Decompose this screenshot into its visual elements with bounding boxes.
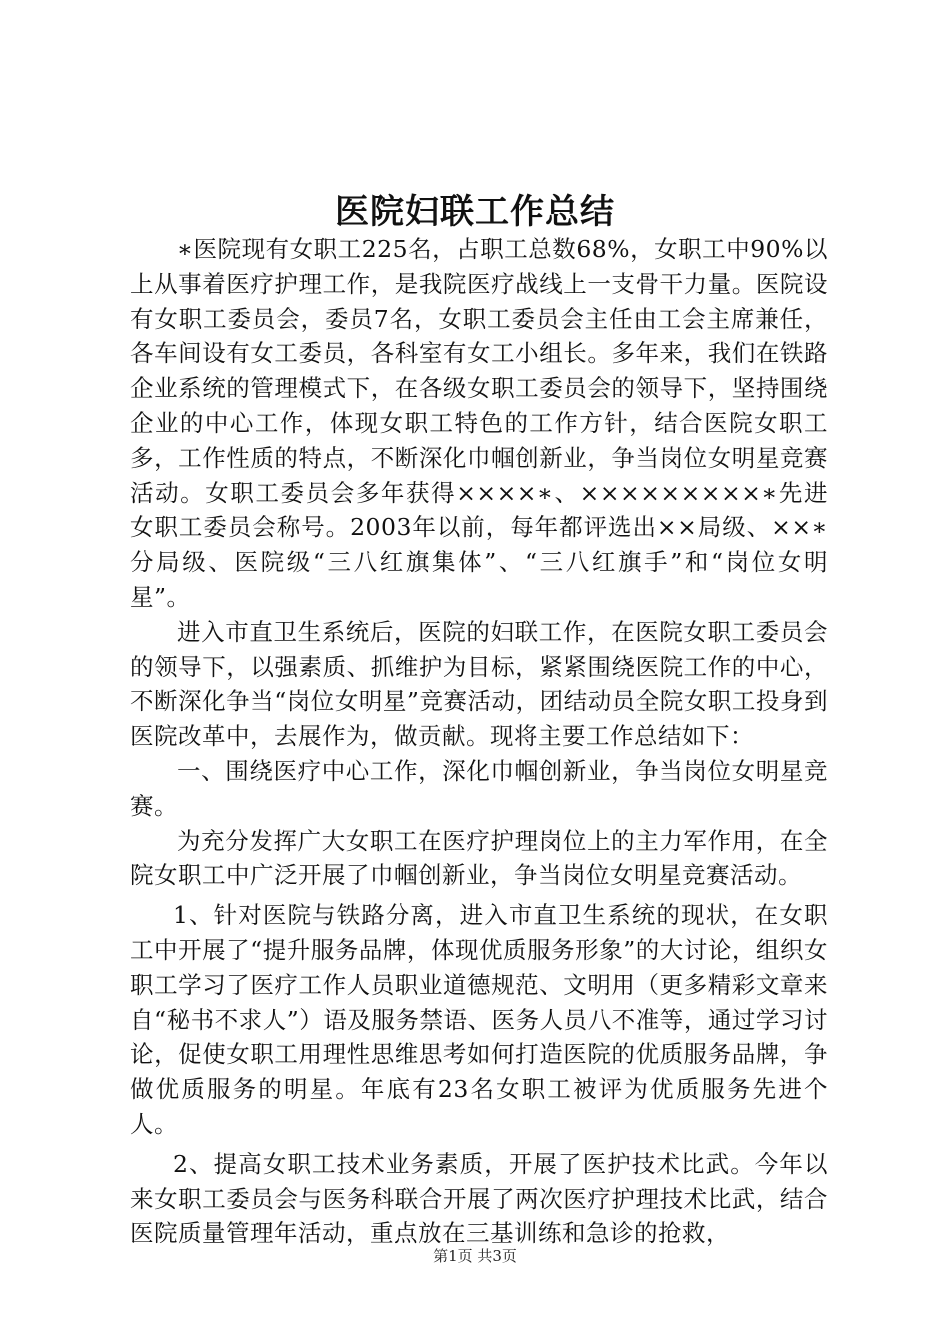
document-title: 医院妇联工作总结	[335, 192, 615, 232]
document-body	[130, 232, 828, 1251]
paragraph-section-1: 为充分发挥广大女职工在医疗护理岗位上的主力军作用，在全院女职工中广泛开展了巾帼创新业，争当岗位女明星竞赛活动。	[130, 826, 828, 890]
paragraph-overview: 进入市直卫生系统后，医院的妇联工作，在医院女职工委员会的领导下，以强素质、抓维护为目标，紧紧围绕医院工作的中心，不断深化争当“岗位女明星”竞赛活动，团结动员全院女职工投身到医院改革中，去展作为，做贡献。现将主要工作总结如下：	[130, 617, 828, 751]
page-footer: 第1页 共3页	[433, 1247, 517, 1265]
paragraph-item-1: 1、针对医院与铁路分离，进入市直卫生系统的现状，在女职工中开展了“提升服务品牌，体现优质服务形象”的大讨论，组织女职工学习了医疗工作人员职业道德规范、文明用（更多精彩文章来自“秘书不求人”）语及服务禁语、医务人员八不准等，通过学习讨论，促使女职工用理性思维思考如何打造医院的优质服务品牌，争做优质服务的明星。年底有23名女职工被评为优质服务先进个人。	[130, 901, 828, 1138]
section-heading-1: 一、围绕医疗中心工作，深化巾帼创新业，争当岗位女明星竞赛。	[130, 756, 828, 820]
paragraph-intro: ∗医院现有女职工225名，占职工总数68%，女职工中90%以上从事着医疗护理工作，是我院医疗战线上一支骨干力量。医院设有女职工委员会，委员7名，女职工委员会主任由工会主席兼任，各车间设有女工委员，各科室有女工小组长。多年来，我们在铁路企业系统的管理模式下，在各级女职工委员会的领导下，坚持围绕企业的中心工作，体现女职工特色的工作方针，结合医院女职工多，工作性质的特点，不断深化巾帼创新业，争当岗位女明星竞赛活动。女职工委员会多年获得××××∗、×××××××××∗先进女职工委员会称号。2003年以前，每年都评选出××局级、××∗分局级、医院级“三八红旗集体”、“三八红旗手”和“岗位女明星”。	[130, 235, 828, 611]
paragraph-item-2: 2、提高女职工技术业务素质，开展了医护技术比武。今年以来女职工委员会与医务科联合开展了两次医疗护理技术比武，结合医院质量管理年活动，重点放在三基训练和急诊的抢救，	[130, 1149, 828, 1248]
